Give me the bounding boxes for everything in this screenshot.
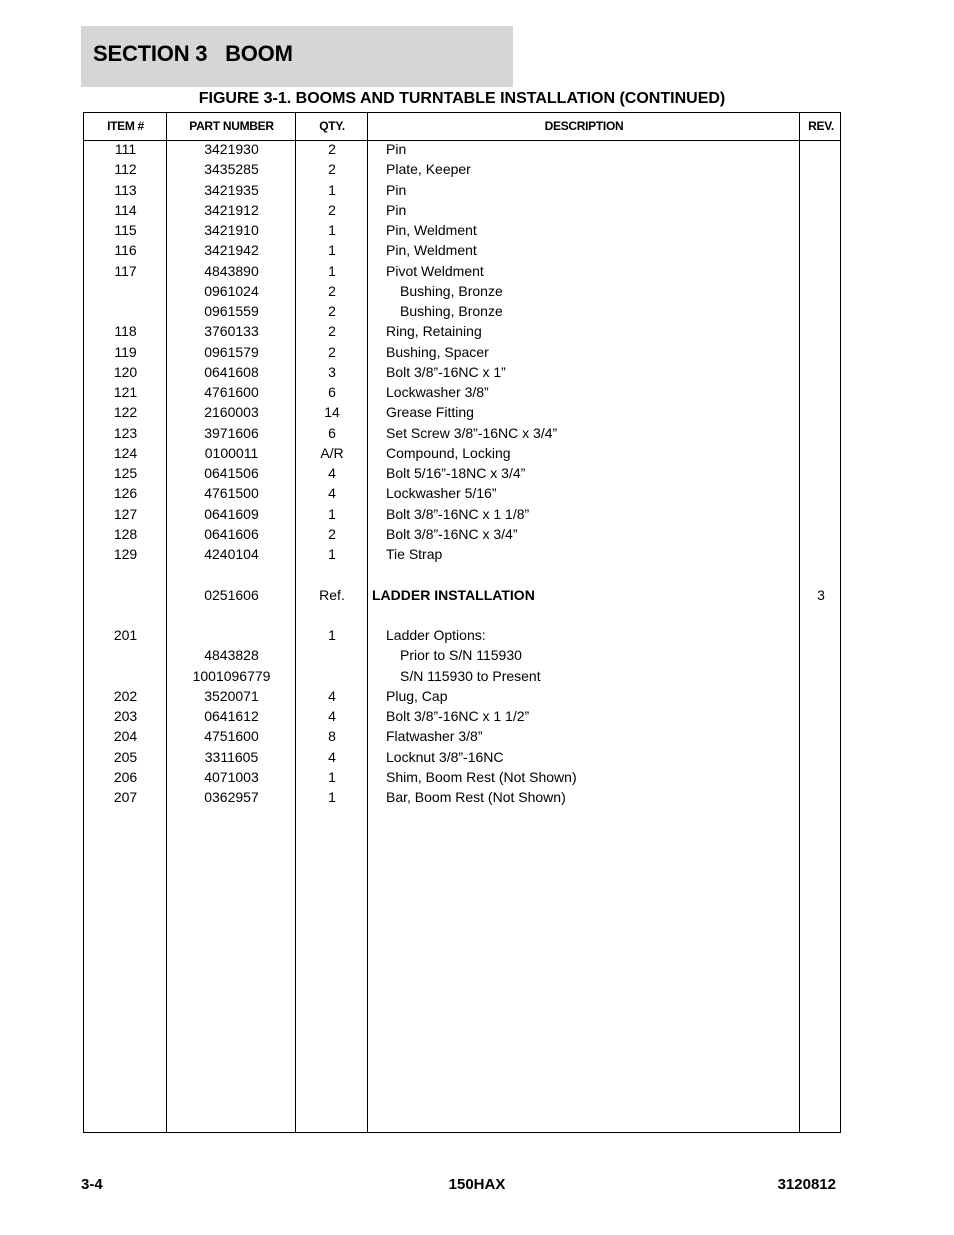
item-number-cell: 122 xyxy=(113,404,138,421)
part-number-cell: 2160003 xyxy=(204,404,259,421)
description-cell: Tie Strap xyxy=(386,546,443,562)
part-number-cell: 0641606 xyxy=(204,525,259,542)
part-number-cell: 0641608 xyxy=(204,363,259,380)
table-row xyxy=(84,220,840,240)
column-header-item: ITEM # xyxy=(107,119,144,133)
revision-cell xyxy=(800,180,842,200)
revision-cell xyxy=(800,645,842,665)
revision-cell xyxy=(800,686,842,706)
revision-cell xyxy=(800,544,842,564)
quantity-cell: 2 xyxy=(328,141,336,157)
description-cell: Bushing, Bronze xyxy=(400,303,503,319)
quantity-cell: 1 xyxy=(328,505,336,522)
part-number-cell: 3435285 xyxy=(204,161,259,178)
item-number-cell: 126 xyxy=(113,485,138,502)
part-number-cell: 0100011 xyxy=(204,444,259,461)
figure-title: FIGURE 3-1. BOOMS AND TURNTABLE INSTALLATION (CONTINUED) xyxy=(198,90,726,107)
item-number-cell: 127 xyxy=(113,505,138,522)
quantity-cell xyxy=(296,645,368,665)
quantity-cell: 4 xyxy=(328,485,336,502)
revision-cell xyxy=(800,666,842,686)
revision-cell xyxy=(800,139,842,159)
revision-cell xyxy=(800,200,842,220)
description-cell: Bar, Boom Rest (Not Shown) xyxy=(386,789,566,805)
description-cell: Pin xyxy=(386,201,407,218)
item-number-cell xyxy=(84,301,167,321)
item-number-cell: 121 xyxy=(113,384,138,400)
table-row xyxy=(84,463,840,483)
description-cell: Plug, Cap xyxy=(386,687,448,704)
table-row xyxy=(84,706,840,726)
description-cell: Lockwasher 5/16” xyxy=(386,485,497,502)
part-number-cell: 4761600 xyxy=(204,384,259,400)
item-number-cell: 118 xyxy=(114,323,137,340)
quantity-cell: 8 xyxy=(328,728,336,745)
item-number-cell: 202 xyxy=(113,687,138,704)
quantity-cell: 6 xyxy=(328,424,336,441)
table-row xyxy=(84,645,840,665)
quantity-cell: 1 xyxy=(328,181,336,198)
quantity-cell: 4 xyxy=(328,465,336,481)
quantity-cell xyxy=(296,666,368,686)
revision-cell: 3 xyxy=(817,586,825,603)
table-row xyxy=(84,726,840,746)
table-row xyxy=(84,524,840,544)
revision-cell xyxy=(800,747,842,767)
part-number-cell: 4843828 xyxy=(204,647,259,664)
part-number-cell: 3421942 xyxy=(204,242,259,259)
description-cell: Set Screw 3/8”-16NC x 3/4” xyxy=(386,424,558,441)
description-cell: Bolt 3/8”-16NC x 1 1/2” xyxy=(386,708,530,724)
description-cell: Compound, Locking xyxy=(386,444,511,461)
revision-cell xyxy=(800,767,842,787)
revision-cell xyxy=(800,261,842,281)
item-number-cell: 206 xyxy=(113,768,138,785)
description-cell: Grease Fitting xyxy=(386,404,474,421)
table-row xyxy=(84,787,840,807)
column-header-description: DESCRIPTION xyxy=(544,119,624,133)
description-cell: Bushing, Spacer xyxy=(386,343,489,360)
description-cell: Ladder Options: xyxy=(386,627,486,643)
column-header-rev: REV. xyxy=(808,119,834,133)
part-number-cell: 3421935 xyxy=(204,181,259,198)
part-number-cell: 3421912 xyxy=(204,201,259,218)
item-number-cell: 111 xyxy=(114,141,137,157)
part-number-cell: 0641506 xyxy=(204,465,259,481)
table-row xyxy=(84,767,840,787)
revision-cell xyxy=(800,362,842,382)
model-name: 150HAX xyxy=(448,1176,506,1193)
table-row xyxy=(84,747,840,767)
part-number-cell: 3311605 xyxy=(204,748,259,765)
column-header-qty: QTY. xyxy=(319,119,345,133)
quantity-cell: Ref. xyxy=(319,586,345,603)
item-number-cell: 207 xyxy=(113,789,138,805)
item-number-cell: 128 xyxy=(113,525,138,542)
item-number-cell: 116 xyxy=(114,242,137,259)
part-number-cell: 0641612 xyxy=(204,708,259,724)
item-number-cell: 120 xyxy=(113,363,138,380)
description-cell: Prior to S/N 115930 xyxy=(400,647,522,664)
revision-cell xyxy=(800,342,842,362)
table-row xyxy=(84,321,840,341)
quantity-cell: 1 xyxy=(328,789,336,805)
revision-cell xyxy=(800,726,842,746)
quantity-cell: 2 xyxy=(328,323,336,340)
item-number-cell: 123 xyxy=(113,424,138,441)
table-row xyxy=(84,200,840,220)
item-number-cell: 129 xyxy=(113,546,138,562)
part-number-cell: 4751600 xyxy=(204,728,259,745)
revision-cell xyxy=(800,706,842,726)
item-number-cell: 204 xyxy=(113,728,138,745)
item-number-cell: 203 xyxy=(113,708,138,724)
part-number-cell: 3760133 xyxy=(204,323,259,340)
table-row xyxy=(84,423,840,443)
table-row xyxy=(84,240,840,260)
parts-table xyxy=(83,112,841,1133)
quantity-cell: 4 xyxy=(328,748,336,765)
revision-cell xyxy=(800,483,842,503)
table-row xyxy=(84,686,840,706)
part-number-cell: 4240104 xyxy=(204,546,259,562)
quantity-cell: 2 xyxy=(328,525,336,542)
part-number-cell: 4761500 xyxy=(204,485,259,502)
revision-cell xyxy=(800,787,842,807)
quantity-cell: 4 xyxy=(328,687,336,704)
item-number-cell: 124 xyxy=(113,444,138,461)
table-row xyxy=(84,544,840,564)
revision-cell xyxy=(800,443,842,463)
page-number: 3-4 xyxy=(81,1176,103,1193)
item-number-cell: 115 xyxy=(114,222,137,238)
description-cell: Bolt 3/8”-16NC x 1 1/8” xyxy=(386,505,530,522)
quantity-cell: 2 xyxy=(328,343,336,360)
quantity-cell: 14 xyxy=(324,404,340,421)
part-number-cell: 1001096779 xyxy=(192,667,271,684)
description-cell: Pin, Weldment xyxy=(386,222,477,238)
part-number-cell xyxy=(167,625,296,645)
description-cell: Pin xyxy=(386,181,407,198)
item-number-cell xyxy=(84,281,167,301)
description-cell: Bolt 3/8”-16NC x 3/4” xyxy=(386,525,518,542)
revision-cell xyxy=(800,402,842,422)
item-number-cell: 114 xyxy=(114,201,137,218)
item-number-cell xyxy=(84,585,167,605)
description-cell: Bushing, Bronze xyxy=(400,282,503,299)
description-cell: Plate, Keeper xyxy=(386,161,471,178)
table-row xyxy=(84,281,840,301)
part-number-cell: 0251606 xyxy=(204,586,259,603)
part-number-cell: 4843890 xyxy=(204,262,259,279)
table-row xyxy=(84,402,840,422)
revision-cell xyxy=(800,423,842,443)
quantity-cell: 1 xyxy=(328,546,336,562)
quantity-cell: 1 xyxy=(328,222,336,238)
table-row xyxy=(84,585,840,605)
quantity-cell: 2 xyxy=(328,282,336,299)
part-number-cell: 0362957 xyxy=(204,789,259,805)
table-row xyxy=(84,504,840,524)
part-number-cell: 3971606 xyxy=(204,424,259,441)
part-number-cell: 4071003 xyxy=(204,768,259,785)
description-cell: Lockwasher 3/8” xyxy=(386,384,489,400)
part-number-cell: 0961024 xyxy=(204,282,259,299)
table-row xyxy=(84,666,840,686)
part-number-cell: 3421930 xyxy=(204,141,259,157)
quantity-cell: 3 xyxy=(328,363,336,380)
item-number-cell: 201 xyxy=(113,627,138,643)
item-number-cell xyxy=(84,666,167,686)
item-number-cell: 119 xyxy=(114,343,137,360)
quantity-cell: 1 xyxy=(328,627,336,643)
table-row xyxy=(84,362,840,382)
item-number-cell xyxy=(84,645,167,665)
description-cell: S/N 115930 to Present xyxy=(400,667,541,684)
revision-cell xyxy=(800,321,842,341)
description-cell: Bolt 5/16”-18NC x 3/4” xyxy=(386,465,526,481)
revision-cell xyxy=(800,524,842,544)
quantity-cell: 2 xyxy=(328,201,336,218)
quantity-cell: 1 xyxy=(328,262,336,279)
item-number-cell: 112 xyxy=(114,161,137,178)
revision-cell xyxy=(800,463,842,483)
description-cell: Locknut 3/8”-16NC xyxy=(386,748,504,765)
revision-cell xyxy=(800,382,842,402)
description-cell: LADDER INSTALLATION xyxy=(372,586,535,603)
quantity-cell: 2 xyxy=(328,303,336,319)
revision-cell xyxy=(800,281,842,301)
table-row xyxy=(84,625,840,645)
description-cell: Flatwasher 3/8” xyxy=(386,728,483,745)
revision-cell xyxy=(800,625,842,645)
part-number-cell: 0961579 xyxy=(204,343,259,360)
revision-cell xyxy=(800,301,842,321)
quantity-cell: 2 xyxy=(328,161,336,178)
revision-cell xyxy=(800,159,842,179)
column-header-part-number: PART NUMBER xyxy=(189,119,274,133)
revision-cell xyxy=(800,240,842,260)
part-number-cell: 3421910 xyxy=(204,222,259,238)
part-number-cell: 0961559 xyxy=(204,303,259,319)
revision-cell xyxy=(800,220,842,240)
description-cell: Pin, Weldment xyxy=(386,242,477,259)
description-cell: Pin xyxy=(386,141,407,157)
table-row xyxy=(84,443,840,463)
table-row xyxy=(84,301,840,321)
item-number-cell: 125 xyxy=(113,465,138,481)
item-number-cell: 113 xyxy=(114,181,137,198)
table-row xyxy=(84,382,840,402)
table-row xyxy=(84,139,840,159)
table-row xyxy=(84,342,840,362)
description-cell: Bolt 3/8”-16NC x 1” xyxy=(386,363,506,380)
table-row xyxy=(84,180,840,200)
section-title: SECTION 3 BOOM xyxy=(93,41,293,66)
quantity-cell: A/R xyxy=(320,444,344,461)
section-banner xyxy=(81,26,513,87)
item-number-cell: 117 xyxy=(114,262,137,279)
part-number-cell: 3520071 xyxy=(204,687,259,704)
quantity-cell: 6 xyxy=(328,384,336,400)
quantity-cell: 4 xyxy=(328,708,336,724)
blank-row xyxy=(84,605,840,625)
part-number-cell: 0641609 xyxy=(204,505,259,522)
description-cell: Ring, Retaining xyxy=(386,323,482,340)
description-cell: Shim, Boom Rest (Not Shown) xyxy=(386,768,577,785)
quantity-cell: 1 xyxy=(328,768,336,785)
quantity-cell: 1 xyxy=(328,242,336,259)
manual-number: 3120812 xyxy=(777,1176,836,1193)
item-number-cell: 205 xyxy=(113,748,138,765)
table-row xyxy=(84,483,840,503)
table-row xyxy=(84,159,840,179)
revision-cell xyxy=(800,504,842,524)
description-cell: Pivot Weldment xyxy=(386,262,484,279)
table-row xyxy=(84,261,840,281)
blank-row xyxy=(84,564,840,584)
